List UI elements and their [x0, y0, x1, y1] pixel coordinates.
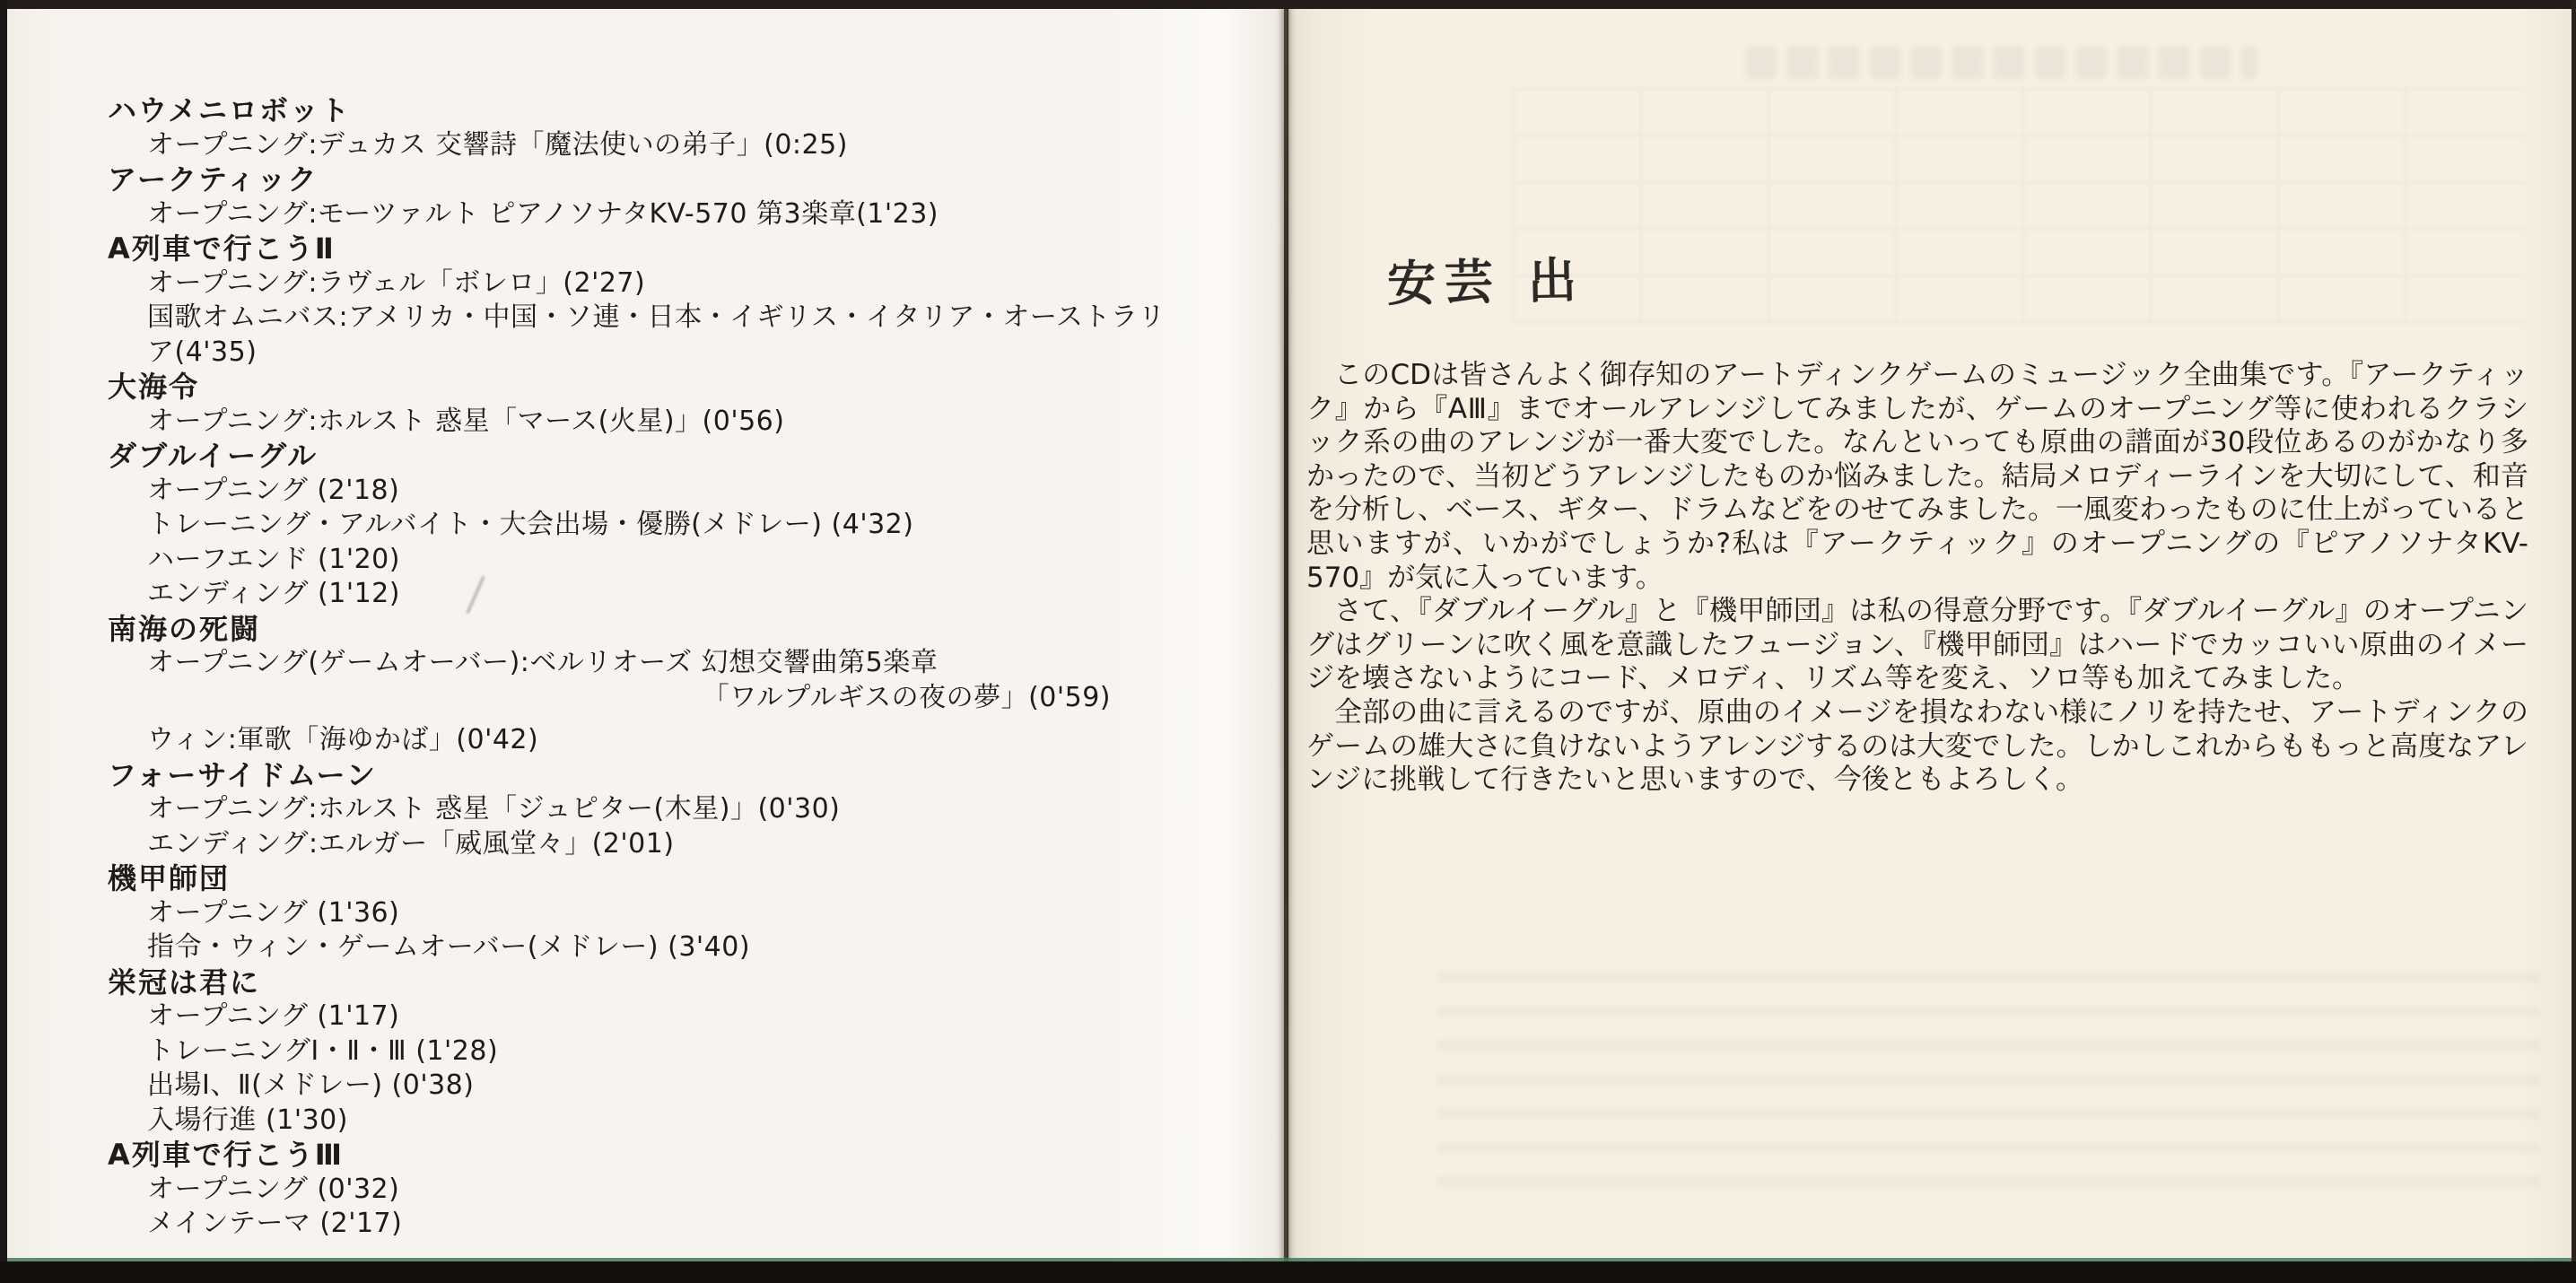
game-title: A列車で行こうⅢ — [108, 1138, 345, 1172]
scan-edge-bottom — [0, 1261, 2576, 1283]
game-section — [108, 1138, 1166, 1242]
track-line: オープニング (0'32) — [147, 1173, 400, 1205]
track-line: オープニング (1'36) — [147, 896, 400, 929]
track-line: メインテーマ (2'17) — [147, 1208, 403, 1239]
binding-gutter — [1284, 9, 1288, 1261]
right-page — [1288, 9, 2572, 1261]
bleedthrough-table-ghost — [1513, 85, 2527, 323]
game-title: ハウメニロボット — [108, 93, 352, 127]
track-list — [108, 93, 1166, 1242]
game-section — [108, 612, 1166, 758]
game-title: フォーサイドムーン — [108, 757, 377, 792]
track-line: トレーニングⅠ・Ⅱ・Ⅲ (1'28) — [147, 1034, 499, 1067]
track-line: オープニング:モーツァルト ピアノソナタKV-570 第3楽章(1'23) — [147, 197, 939, 230]
track-line: オープニング(ゲームオーバー):ベルリオーズ 幻想交響曲第5楽章 — [147, 647, 939, 678]
game-section — [108, 162, 1166, 231]
track-line: 指令・ウィン・ゲームオーバー(メドレー) (3'40) — [147, 931, 751, 963]
liner-notes-paragraph: 全部の曲に言えるのですが、原曲のイメージを損なわない様にノリを持たせ、アートディンクのゲームの雄大さに負けないようアレンジするのは大変でした。しかしこれからももっと高度なアレンジに挑戦して行きたいと思いますので、今後ともよろしく。 — [1306, 695, 2528, 797]
track-line: 出場Ⅰ、Ⅱ(メドレー) (0'38) — [147, 1069, 475, 1101]
game-title: 南海の死闘 — [108, 611, 261, 646]
track-line: 国歌オムニバス:アメリカ・中国・ソ連・日本・イギリス・イタリア・オーストラリア(4'35) — [147, 301, 1166, 368]
game-title: アークティック — [108, 162, 319, 196]
track-line: ウィン:軍歌「海ゆかば」(0'42) — [147, 724, 539, 755]
track-line: エンディング:エルガー「威風堂々」(2'01) — [147, 827, 675, 860]
game-title: ダブルイーグル — [108, 439, 319, 473]
game-section — [108, 93, 1166, 162]
game-section — [108, 965, 1166, 1139]
liner-notes-text — [1306, 359, 2528, 798]
composer-signature: 安芸 出 — [1386, 250, 1586, 313]
track-line: トレーニング・アルバイト・大会出場・優勝(メドレー) (4'32) — [147, 509, 914, 540]
game-section — [108, 861, 1166, 965]
track-line: オープニング:ホルスト 惑星「マース(火星)」(0'56) — [147, 405, 785, 437]
track-line: オープニング (1'17) — [147, 1000, 400, 1032]
game-section — [108, 439, 1166, 612]
track-line: オープニング:ホルスト 惑星「ジュピター(木星)」(0'30) — [147, 793, 841, 825]
bleedthrough-bottom-ghost — [1436, 953, 2540, 1188]
liner-notes-paragraph: このCDは皆さんよく御存知のアートディンクゲームのミュージック全曲集です。『アークティック』から『AⅢ』までオールアレンジしてみましたが、ゲームのオープニング等に使われるクラシック系の曲のアレンジが一番大変でした。なんといっても原曲の譜面が30段位あるのがかなり多かったので、当初どうアレンジしたものか悩みました。結局メロディーラインを大切にして、和音を分析し、ベース、ギター、ドラムなどをのせてみました。一風変わったものに仕上がっていると思いますが、いかがでしょうか?私は『アークティック』のオープニングの『ピアノソナタKV-570』が気に入っています。 — [1306, 359, 2528, 594]
track-line: 入場行進 (1'30) — [147, 1104, 348, 1136]
track-line: エンディング (1'12) — [147, 578, 400, 609]
track-line: オープニング:ラヴェル「ボレロ」(2'27) — [147, 266, 646, 299]
game-title: 栄冠は君に — [108, 964, 261, 999]
game-title: 大海令 — [108, 370, 200, 404]
game-title: A列車で行こうⅡ — [108, 231, 336, 266]
track-line-continuation: 「ワルプルギスの夜の夢」(0'59) — [702, 681, 1111, 713]
scan-edge-right — [2572, 0, 2576, 1283]
track-line: オープニング:デュカス 交響詩「魔法使いの弟子」(0:25) — [147, 128, 848, 161]
game-section — [108, 758, 1166, 862]
liner-notes-paragraph: さて、『ダブルイーグル』と『機甲師団』は私の得意分野です。『ダブルイーグル』のオープニングはグリーンに吹く風を意識したフュージョン、『機甲師団』はハードでカッコいい原曲のイメージを壊さないようにコード、メロディ、リズム等を変え、ソロ等も加えてみました。 — [1306, 595, 2528, 695]
scan-edge-left — [0, 0, 7, 1283]
game-title: 機甲師団 — [108, 861, 231, 895]
game-section — [108, 370, 1166, 439]
left-page — [7, 9, 1286, 1261]
scan-edge-top — [0, 0, 2576, 9]
game-section — [108, 231, 1166, 370]
bleedthrough-title-ghost — [1746, 47, 2257, 79]
track-line: ハーフエンド (1'20) — [147, 543, 400, 575]
track-line: オープニング (2'18) — [147, 474, 400, 506]
